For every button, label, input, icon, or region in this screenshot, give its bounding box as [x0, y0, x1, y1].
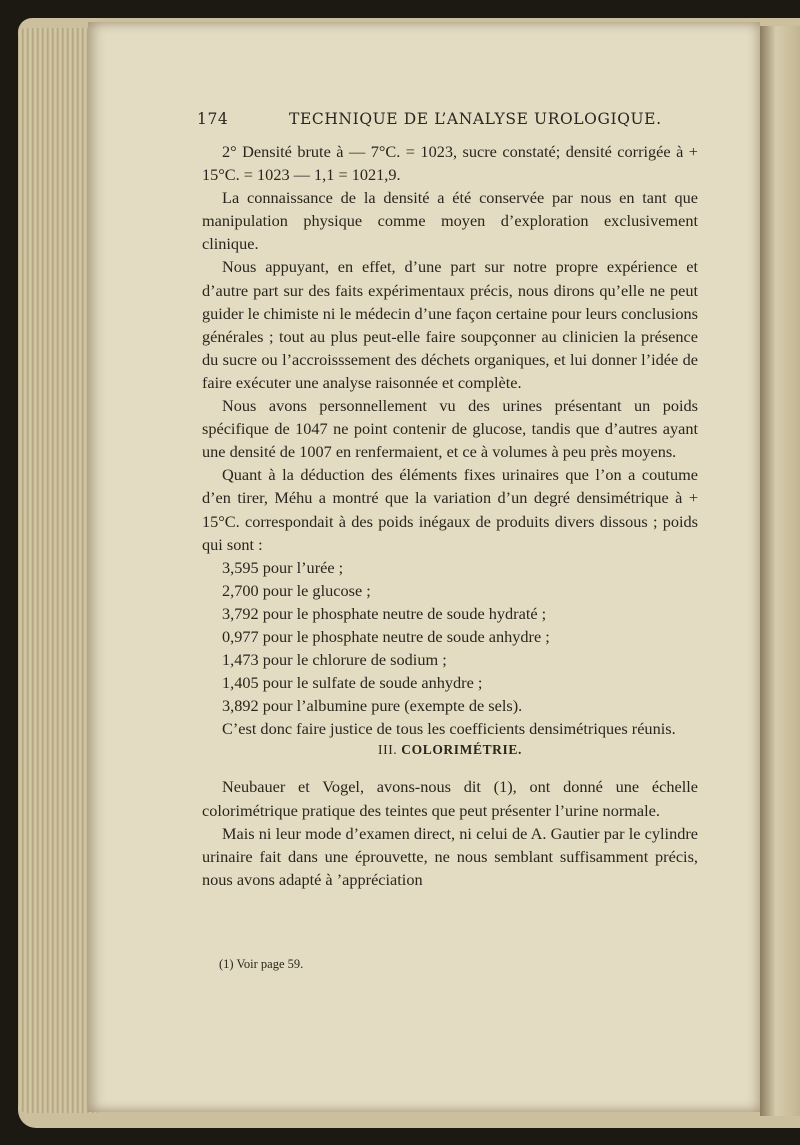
page-header [197, 110, 662, 134]
paragraph: 2° Densité brute à — 7°C. = 1023, sucre constaté; densité corrigée à + 15°C. = 1023 — 1,1 = 1021,9. [202, 142, 698, 185]
section-number: III. [378, 742, 398, 758]
coefficient-list [202, 556, 698, 718]
list-item: 1,405 pour le sulfate de soude anhydre ; [222, 673, 483, 693]
paragraph: Nous avons personnellement vu des urines présentant un poids spécifique de 1047 ne point contenir de glucose, tandis que d’autres ayant une densité de 1007 en renfermaient, et ce à volumes à peu près moyens. [202, 396, 698, 462]
page-edges [18, 28, 98, 1113]
footnote: (1) Voir page 59. [219, 957, 304, 971]
paragraph: La connaissance de la densité a été conservée par nous en tant que manipulation physique comme moyen d’exploration exclusivement clinique. [202, 188, 698, 254]
list-item: 3,792 pour le phosphate neutre de soude hydraté ; [222, 603, 547, 623]
paragraph: Nous appuyant, en effet, d’une part sur notre propre expérience et d’autre part sur des faits expérimentaux précis, nous dirons qu’elle ne peut guider le chimiste ni le médecin d’une façon certaine pour leurs conclusions générales ; tout au plus peut-elle faire soupçonner au clinicien la présence du sucre ou l’accroisssement des déchets organiques, et lui donner l’idée de faire exécuter une analyse raisonnée et complète. [202, 257, 698, 392]
list-item: 2,700 pour le glucose ; [222, 580, 371, 600]
paragraph: Mais ni leur mode d’examen direct, ni celui de A. Gautier par le cylindre urinaire fait dans une éprouvette, ne nous semblant suffisamment précis, nous avons adapté à ’appréciation [202, 823, 698, 889]
book-gutter [760, 26, 800, 1116]
page-number: 174 [197, 110, 229, 128]
list-item: 0,977 pour le phosphate neutre de soude anhydre ; [222, 626, 550, 646]
page-body [202, 140, 698, 891]
running-title: TECHNIQUE DE L’ANALYSE UROLOGIQUE. [289, 110, 662, 128]
closing-paragraph: C’est donc faire justice de tous les coefficients densimétriques réunis. [222, 719, 676, 739]
list-item: 3,892 pour l’albumine pure (exempte de sels). [222, 696, 523, 716]
section-title: COLORIMÉTRIE. [401, 742, 522, 758]
list-item: 1,473 pour le chlorure de sodium ; [222, 650, 447, 670]
paragraph: Neubauer et Vogel, avons-nous dit (1), ont donné une échelle colorimétrique pratique des teintes que peut présenter l’urine normale. [202, 777, 698, 820]
list-item: 3,595 pour l’urée ; [222, 557, 344, 577]
paragraph: Quant à la déduction des éléments fixes urinaires que l’on a coutume d’en tirer, Méhu a montré que la variation d’un degré densimétrique à + 15°C. correspondait à des poids inégaux de produits divers dissous ; poids qui sont : [202, 465, 698, 554]
section-heading [202, 740, 698, 760]
